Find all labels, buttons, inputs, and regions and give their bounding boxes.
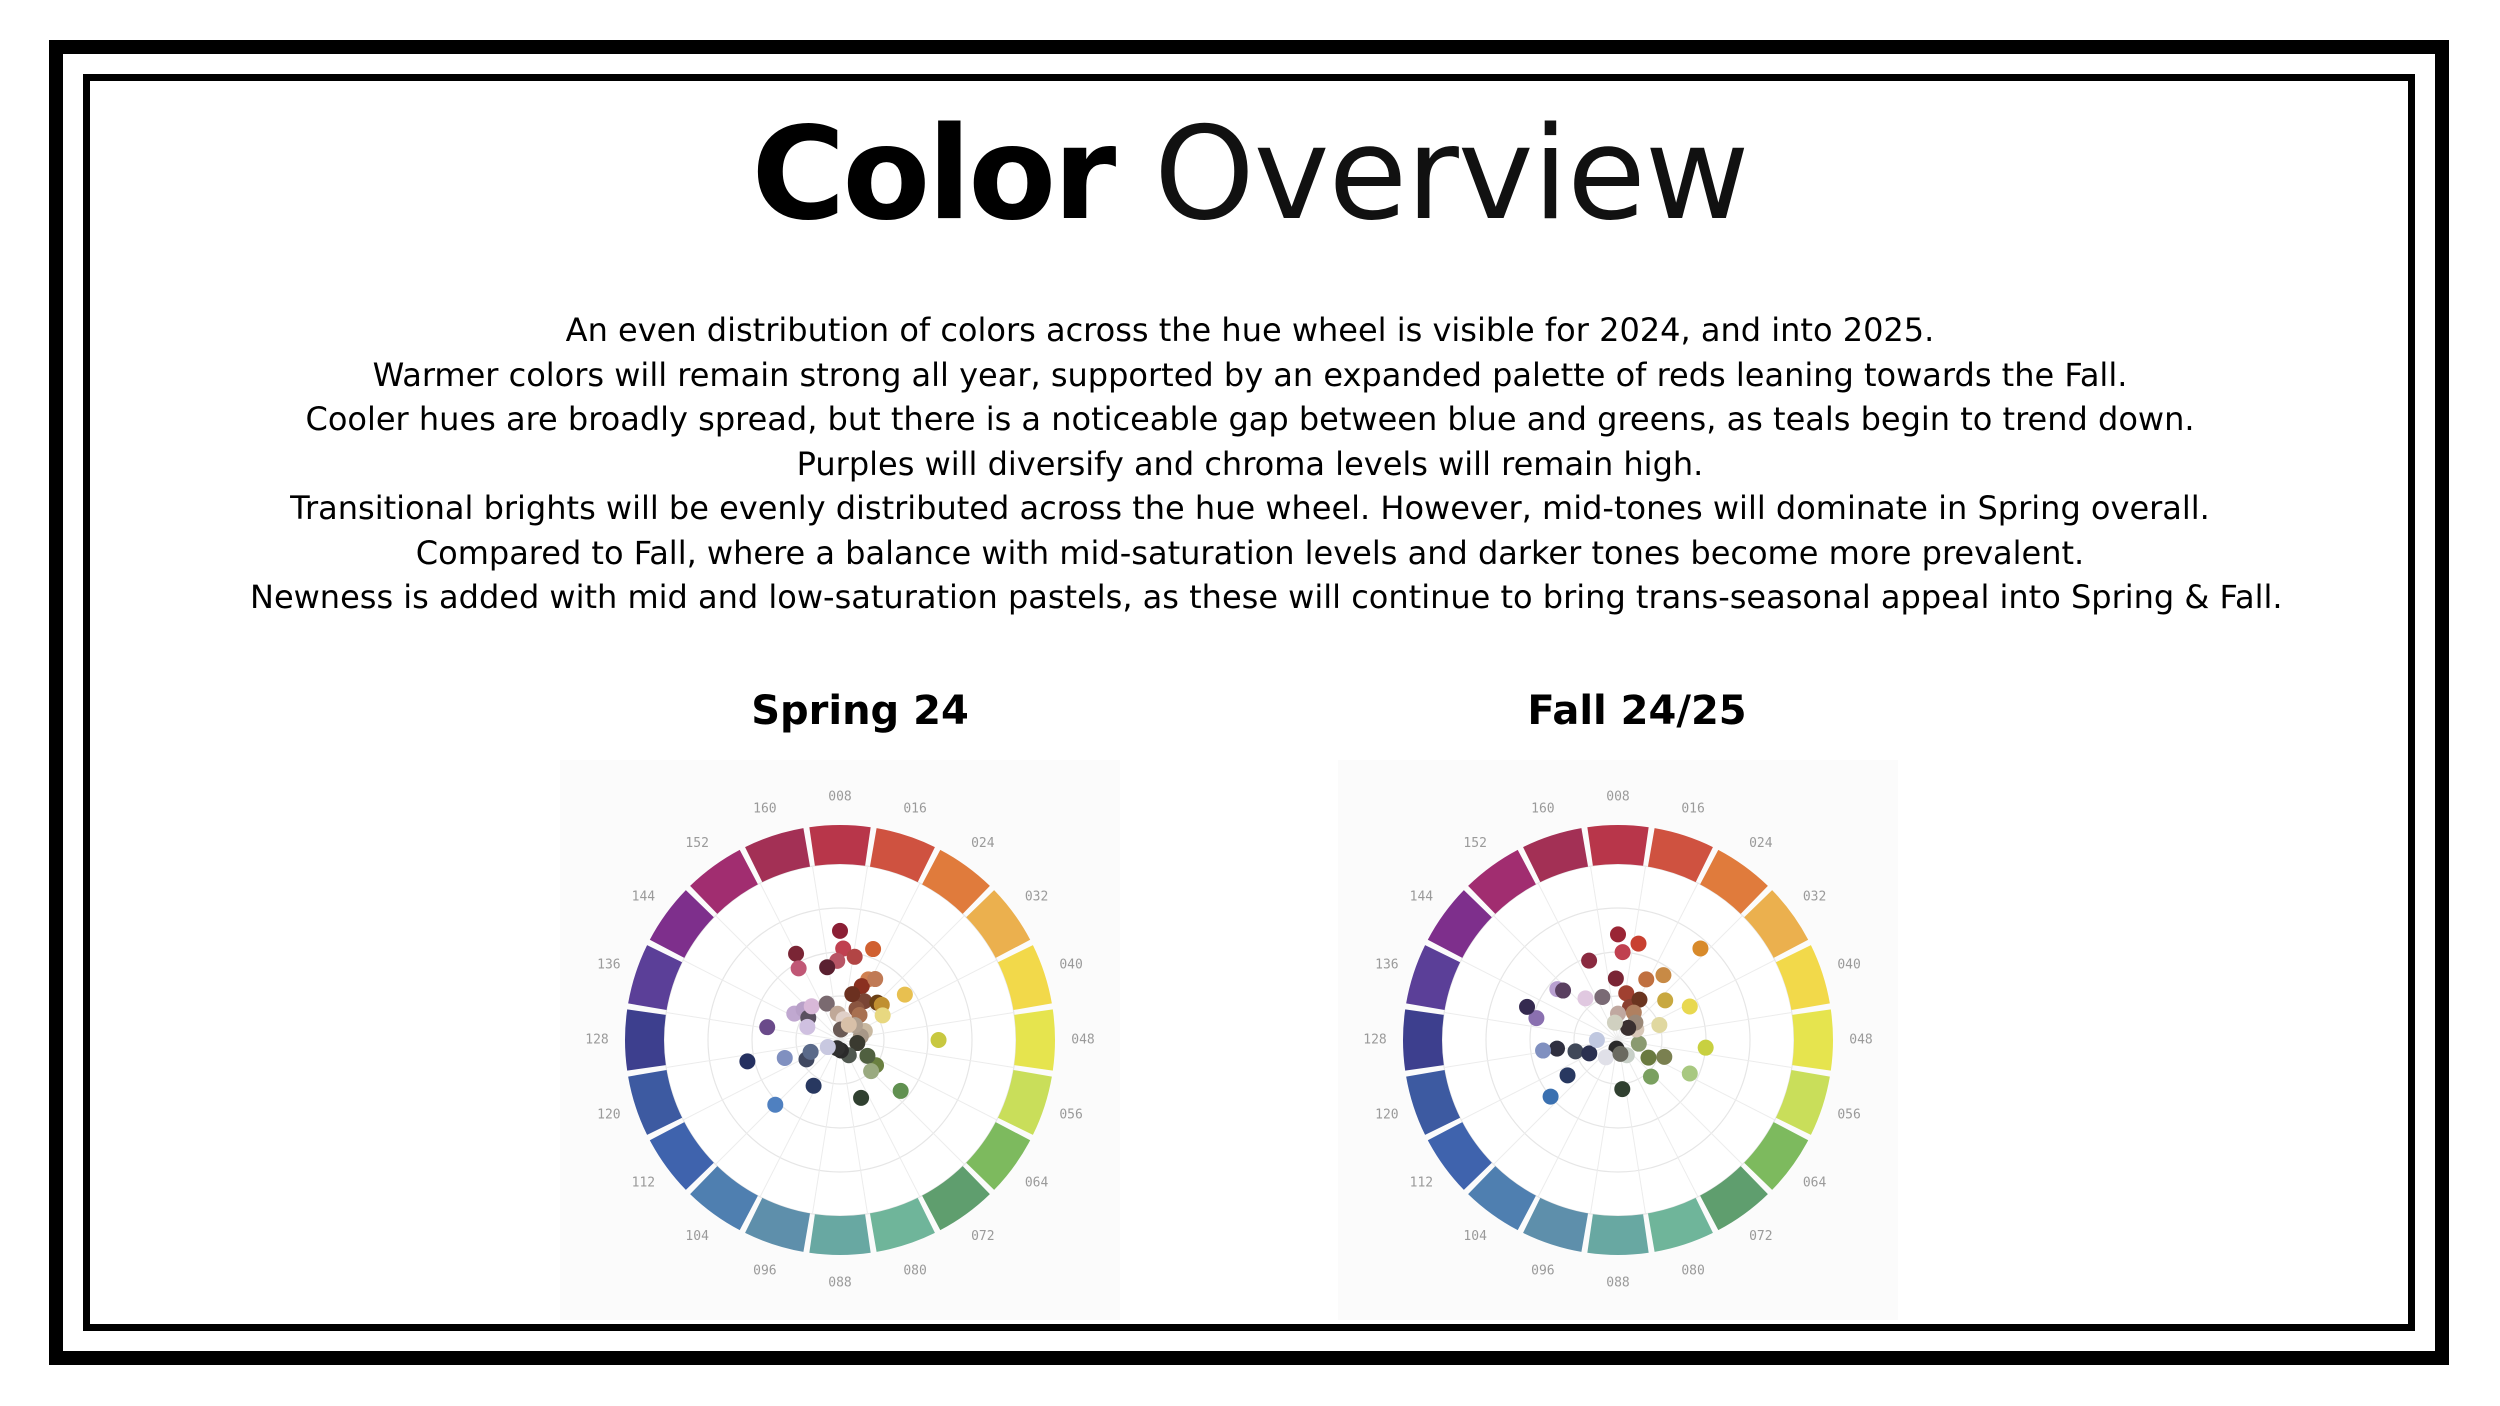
hue-label: 056 [1059,1107,1083,1123]
hue-label: 112 [631,1175,656,1191]
overview-text [250,308,2283,620]
color-dot [847,949,863,965]
color-dot [791,960,807,976]
title-bold: Color [751,100,1114,249]
hue-label: 096 [1531,1263,1555,1279]
color-dot [1535,1043,1551,1059]
hue-label: 016 [903,801,927,817]
hue-label: 088 [828,1275,852,1291]
color-dot [819,959,835,975]
color-dot [1682,1065,1698,1081]
hue-label: 088 [1606,1275,1630,1291]
color-dot [1560,1067,1576,1083]
hue-label: 048 [1071,1032,1095,1048]
hue-label: 160 [1531,801,1555,817]
color-dot [1698,1040,1714,1056]
color-dot [803,1044,819,1060]
color-dot [893,1083,909,1099]
hue-segment [1792,1009,1833,1070]
color-dot [777,1050,793,1066]
color-dot [1581,953,1597,969]
color-dot [1655,967,1671,983]
hue-segment [809,1214,870,1255]
color-dot [1631,1036,1647,1052]
hue-label: 120 [597,1107,621,1123]
hue-label: 144 [631,889,656,905]
hue-label: 008 [1606,789,1630,805]
hue-label: 024 [1749,835,1773,851]
hue-segment [625,1009,666,1070]
hue-label: 128 [585,1032,609,1048]
color-dot [1543,1089,1559,1105]
hue-label: 040 [1837,957,1861,973]
color-dot [853,1090,869,1106]
hue-label: 080 [903,1263,927,1279]
color-dot [820,1039,836,1055]
paragraph-line: Transitional brights will be evenly distributed across the hue wheel. However, mid-tones will dominate in Spring overall. [290,489,2210,527]
wheel-title-fall: Fall 24/25 [1527,688,1747,734]
hue-label: 152 [1463,835,1487,851]
hue-segment [1587,825,1648,866]
color-dot [863,1063,879,1079]
color-dot [841,1017,857,1033]
hue-label: 056 [1837,1107,1861,1123]
hue-segment [1403,1009,1444,1070]
color-dot [1598,1049,1614,1065]
color-dot [806,1078,822,1094]
color-dot [1549,1041,1565,1057]
paragraph-line: Compared to Fall, where a balance with mid-saturation levels and darker tones become more prevalent. [415,533,2085,572]
wheel-title-spring: Spring 24 [751,688,969,734]
hue-segment [809,825,870,866]
color-dot [1614,1081,1630,1097]
color-dot [1577,990,1593,1006]
color-dot [859,1048,875,1064]
inner-border [83,74,2415,1331]
color-dot [799,1019,815,1035]
color-dot [759,1019,775,1035]
color-dot [804,998,820,1014]
color-dot [1692,940,1708,956]
color-dot [931,1032,947,1048]
color-dot [1638,971,1654,987]
color-dot [1657,992,1673,1008]
hue-wheel-spring [560,760,1120,1320]
color-dot [1656,1049,1672,1065]
hue-label: 032 [1024,889,1049,905]
paragraph-line: Newness is added with mid and low-saturation pastels, as these will continue to bring trans-seasonal appeal into Spring & Fall. [250,578,2283,616]
color-dot [1612,1046,1628,1062]
paragraph-line: Warmer colors will remain strong all year, supported by an expanded palette of reds leaning towards the Fall. [372,355,2128,394]
hue-label: 032 [1802,889,1827,905]
hue-label: 136 [1375,957,1399,973]
color-dot [867,971,883,987]
color-dot [739,1053,755,1069]
hue-wheel-svg [560,760,1120,1320]
color-dot [875,1007,891,1023]
color-dot [1630,936,1646,952]
color-dot [1589,1032,1605,1048]
hue-segment [1014,1009,1055,1070]
color-dot [1607,1015,1623,1031]
color-dot [1643,1069,1659,1085]
hue-label: 112 [1409,1175,1434,1191]
color-dot [897,987,913,1003]
color-dot [1651,1017,1667,1033]
hue-label: 016 [1681,801,1705,817]
hue-label: 072 [971,1229,995,1245]
color-dot [788,946,804,962]
hue-label: 120 [1375,1107,1399,1123]
color-dot [832,923,848,939]
color-dot [1615,944,1631,960]
hue-segment [1587,1214,1648,1255]
hue-label: 136 [597,957,621,973]
hue-label: 064 [1024,1175,1049,1191]
title-light: Overview [1153,100,1749,249]
hue-label: 160 [753,801,777,817]
color-dot [865,941,881,957]
hue-label: 024 [971,835,995,851]
hue-wheel-fall [1338,760,1898,1320]
color-dot [1581,1045,1597,1061]
color-dot [1567,1043,1583,1059]
hue-label: 048 [1849,1032,1873,1048]
color-dot [1682,999,1698,1015]
hue-label: 144 [1409,889,1434,905]
color-dot [767,1097,783,1113]
color-dot [1610,926,1626,942]
hue-label: 096 [753,1263,777,1279]
color-dot [1519,999,1535,1015]
color-dot [844,986,860,1002]
color-dot [1608,970,1624,986]
paragraph-line: An even distribution of colors across the hue wheel is visible for 2024, and into 2025. [565,311,1935,349]
hue-label: 128 [1363,1032,1387,1048]
hue-label: 040 [1059,957,1083,973]
hue-label: 072 [1749,1229,1773,1245]
hue-label: 104 [1463,1229,1487,1245]
hue-wheel-svg [1338,760,1898,1320]
color-dot [1555,983,1571,999]
color-dot [1640,1050,1656,1066]
hue-label: 152 [685,835,709,851]
hue-label: 080 [1681,1263,1705,1279]
color-dot [1594,989,1610,1005]
hue-label: 064 [1802,1175,1827,1191]
hue-label: 008 [828,789,852,805]
page-title [0,100,2500,250]
paragraph-line: Purples will diversify and chroma levels will remain high. [796,444,1704,483]
paragraph-line: Cooler hues are broadly spread, but there is a noticeable gap between blue and greens, as teals begin to trend down. [305,400,2195,438]
hue-label: 104 [685,1229,709,1245]
